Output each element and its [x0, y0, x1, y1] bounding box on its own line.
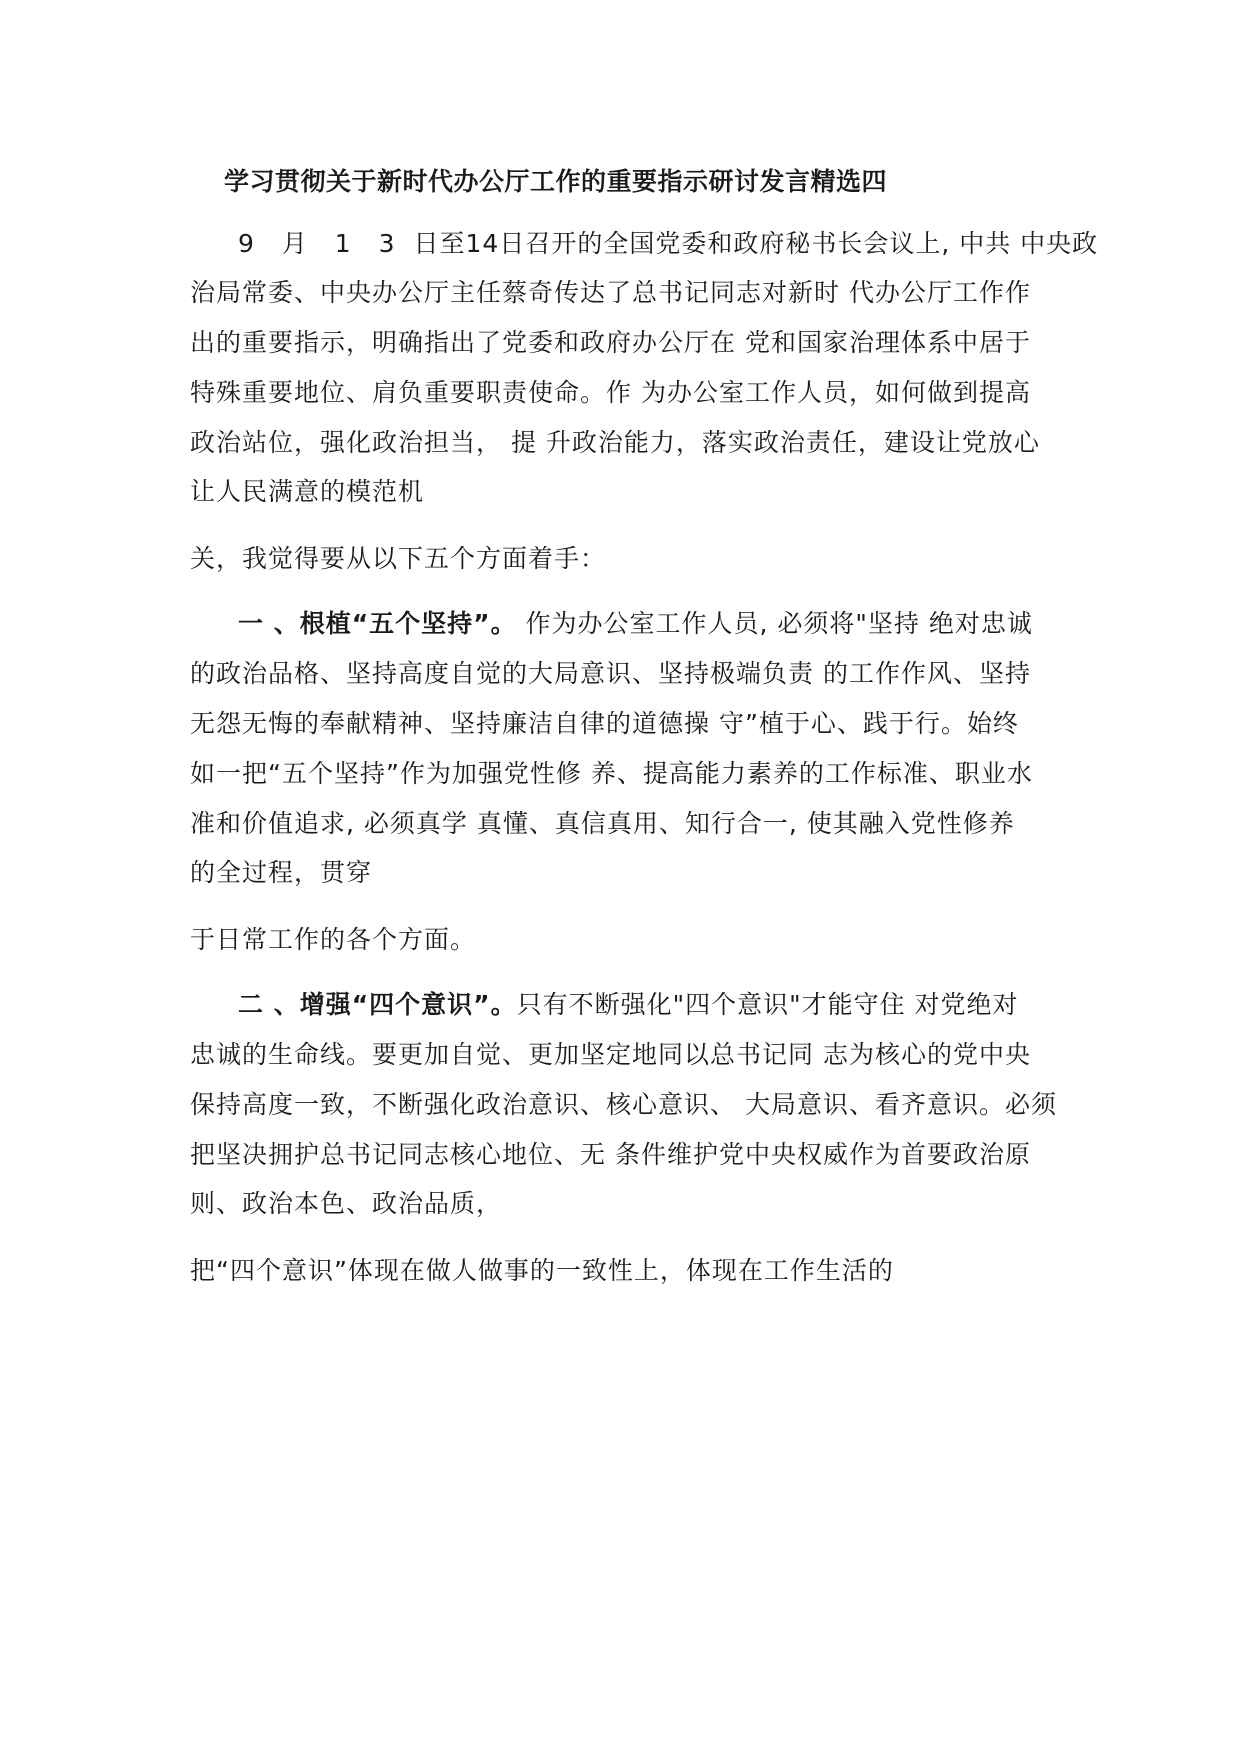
- section-2-line-2: 忠诚的生命线。要更加自觉、更加坚定地同以总书记同 志为核心的党中央: [190, 1040, 1031, 1069]
- document-title: 学习贯彻关于新时代办公厅工作的重要指示研讨发言精选四: [224, 167, 888, 196]
- intro-line-6: 让人民满意的模范机: [190, 477, 425, 506]
- intro-line-2: 治局常委、中央办公厅主任蔡奇传达了总书记同志对新时 代办公厅工作作: [190, 278, 1031, 307]
- intro-line-3: 出的重要指示，明确指出了党委和政府办公厅在 党和国家治理体系中居于: [190, 328, 1031, 357]
- section-2-line-4: 把坚决拥护总书记同志核心地位、无 条件维护党中央权威作为首要政治原: [190, 1140, 1031, 1169]
- section-1-line-4: 如一把“五个坚持”作为加强党性修 养、提高能力素养的工作标准、职业水: [190, 759, 1033, 788]
- section-2-line-6: 把“四个意识”体现在做人做事的一致性上，体现在工作生活的: [190, 1256, 894, 1285]
- section-1-line-5: 准和价值追求, 必须真学 真懂、真信真用、知行合一, 使其融入党性修养: [190, 809, 1015, 838]
- section-1-line-3: 无怨无悔的奉献精神、坚持廉洁自律的道德操 守”植于心、践于行。始终: [190, 709, 1019, 738]
- section-1-heading: 一 、根植“五个坚持”。: [238, 609, 517, 638]
- section-1-line-2: 的政治品格、坚持高度自觉的大局意识、坚持极端负责 的工作作风、坚持: [190, 659, 1031, 688]
- section-2-heading: 二 、增强“四个意识”。: [238, 990, 517, 1019]
- section-2-line-5: 则、政治本色、政治品质，: [190, 1189, 503, 1218]
- section-2-line-1: [238, 989, 1019, 1021]
- section-1-line-1: [238, 608, 1033, 640]
- intro-line-4: 特殊重要地位、肩负重要职责使命。作 为办公室工作人员，如何做到提高: [190, 378, 1031, 407]
- section-1-line-7: 于日常工作的各个方面。: [190, 925, 477, 954]
- intro-line-7: 关，我觉得要从以下五个方面着手：: [190, 544, 607, 573]
- section-1-line-6: 的全过程，贯穿: [190, 858, 373, 887]
- intro-date: 9 月 1 3: [238, 229, 405, 258]
- intro-line-1: [238, 228, 1098, 260]
- section-2-line-3: 保持高度一致，不断强化政治意识、核心意识、 大局意识、看齐意识。必须: [190, 1090, 1057, 1119]
- section-1-line-1-text: 作为办公室工作人员, 必须将"坚持 绝对忠诚: [516, 609, 1033, 638]
- intro-line-5: 政治站位，强化政治担当， 提 升政治能力，落实政治责任，建设让党放心: [190, 428, 1040, 457]
- intro-line-1-text: 日至14日召开的全国党委和政府秘书长会议上, 中共 中央政: [413, 229, 1099, 258]
- section-2-line-1-text: 只有不断强化"四个意识"才能守住 对党绝对: [516, 990, 1019, 1019]
